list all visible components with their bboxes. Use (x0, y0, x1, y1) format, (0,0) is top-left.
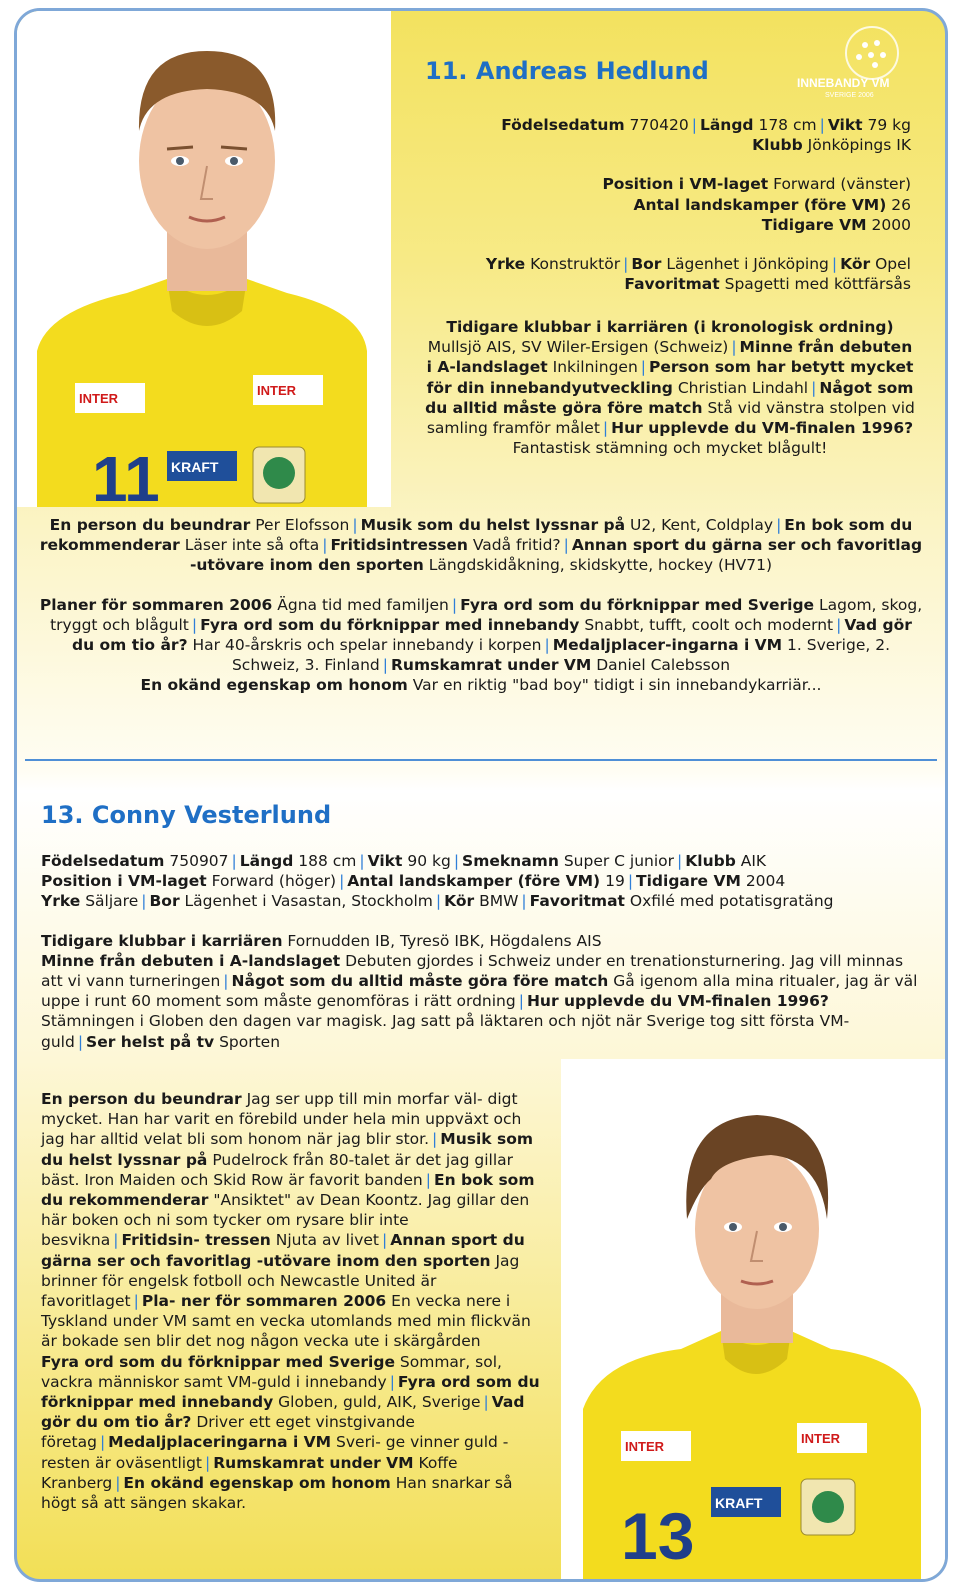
player-photo-hedlund (17, 11, 391, 507)
hedlund-facts: Födelsedatum 770420 | Längd 178 cm | Vikt 79 kg Klubb Jönköpings IK Position i VM-laget Forward (vänster) Antal landskamper (före VM) 26 Tidigare VM 2000 Yrke Konstruktör | Bor Lägenhet i Jönköping | Kör Opel Favoritmat Spagetti med köttfärsås (485, 116, 911, 294)
hedlund-personal: En person du beundrar Per Elofsson | Musik som du helst lyssnar på U2, Kent, Coldplay | En bok som du rekommenderar Läser inte så ofta | Fritidsintressen Vadå fritid? | Annan sport du gärna ser och favoritlag -utövare inom den sporten Längdskidåkning, skidskytte, hockey (HV71) Planer för sommaren 2006 Ägna tid med familjen | Fyra ord som du förknippar med Sverige Lagom, skog, tryggt och blågult | Fyra ord som du förknippar med innebandy Snabbt, tufft, coolt och modernt | Vad gör du om tio år? Har 40-årskris och spelar innebandy i korpen | Medaljplacer-ingarna i VM 1. Sverige, 2. Schweiz, 3. Finland | Rumskamrat under VM Daniel Calebsson En okänd egenskap om honom Var en riktig "bad boy" tidigt i sin innebandykarriär... (39, 516, 923, 695)
player-photo-vesterlund (561, 1059, 945, 1579)
svg-text:INTER: INTER (625, 1439, 664, 1454)
hedlund-career: Tidigare klubbar i karriären (i kronologisk ordning) Mullsjö AIS, SV Wiler-Ersigen (Schweiz) | Minne från debuten i A-landslaget Inkilningen | Person som har betytt mycket för din innebandyutveckling Christian Lindahl | Något som du alltid måste göra före match Stå vid vänstra stolpen vid samling framför målet | Hur upplevde du VM-finalen 1996? Fantastisk stämning och mycket blågult! (425, 318, 915, 458)
svg-text:INTER: INTER (79, 391, 118, 406)
player-name-hedlund: 11. Andreas Hedlund (425, 57, 709, 85)
logo-subtitle: SVERIGE 2006 (825, 92, 874, 99)
logo-title: INNEBANDY VM (797, 76, 890, 90)
page-frame (14, 8, 948, 1582)
svg-text:INTER: INTER (257, 383, 296, 398)
vesterlund-facts: Födelsedatum 750907 | Längd 188 cm | Vikt 90 kg | Smeknamn Super C junior | Klubb AIK Position i VM-laget Forward (höger) | Antal landskamper (före VM) 19 | Tidigare VM 2004 Yrke Säljare | Bor Lägenhet i Vasastan, Stockholm | Kör BMW | Favoritmat Oxfilé med potatisgratäng Tidigare klubbar i karriären Fornudden IB, Tyresö IBK, Högdalens AIS Minne från debuten i A-landslaget Debuten gjordes i Schweiz under en trenationsturnering. Jag vill minnas att vi vann turneringen | Något som du alltid måste göra före match Gå igenom alla mina ritualer, jag är väl uppe i runt 60 moment som måste genomföras i rätt ordning | Hur upplevde du VM-finalen 1996? Stämningen i Globen den dagen var magisk. Jag satt på läktaren och njöt när Sverige tog sitt första VM-guld | Ser helst på tv Sporten (41, 852, 918, 1051)
section-divider (25, 759, 937, 761)
vesterlund-personal: En person du beundrar Jag ser upp till min morfar väl- digt mycket. Han har varit en förebild under hela min uppväxt och jag har alltid velat bli som honom när jag blir stor. | Musik som du helst lyssnar på Pudelrock från 80-talet är det jag gillar bäst. Iron Maiden och Skid Row är favorit banden | En bok som du rekommenderar "Ansiktet" av Dean Koontz. Jag gillar den här boken och ni som tycker om rysare blir inte besvikna | Fritidsin- tressen Njuta av livet | Annan sport du gärna ser och favoritlag -utövare inom den sporten Jag brinner för engelsk fotboll och Newcastle United är favoritlaget | Pla- ner för sommaren 2006 En vecka nere i Tyskland under VM samt en vecka utomlands med min flickvän är bokade sen blir det nog någon vecka ute i skärgården Fyra ord som du förknippar med Sverige Sommar, sol, vackra människor samt VM-guld i innebandy | Fyra ord som du förknippar med innebandy Globen, guld, AIK, Sverige | Vad gör du om tio år? Driver ett eget vinstgivande företag | Medaljplaceringarna i VM Sveri- ge vinner guld - resten är oväsentligt | Rumskamrat under VM Koffe Kranberg | En okänd egenskap om honom Han snarkar så högt så att sängen skakar. (41, 1090, 540, 1513)
innebandy-vm-logo (787, 19, 927, 99)
svg-text:KRAFT: KRAFT (171, 459, 219, 475)
svg-text:11: 11 (92, 443, 160, 507)
player-name-vesterlund: 13. Conny Vesterlund (41, 801, 332, 829)
svg-text:13: 13 (621, 1499, 695, 1573)
svg-text:KRAFT: KRAFT (715, 1495, 763, 1511)
svg-text:INTER: INTER (801, 1431, 840, 1446)
